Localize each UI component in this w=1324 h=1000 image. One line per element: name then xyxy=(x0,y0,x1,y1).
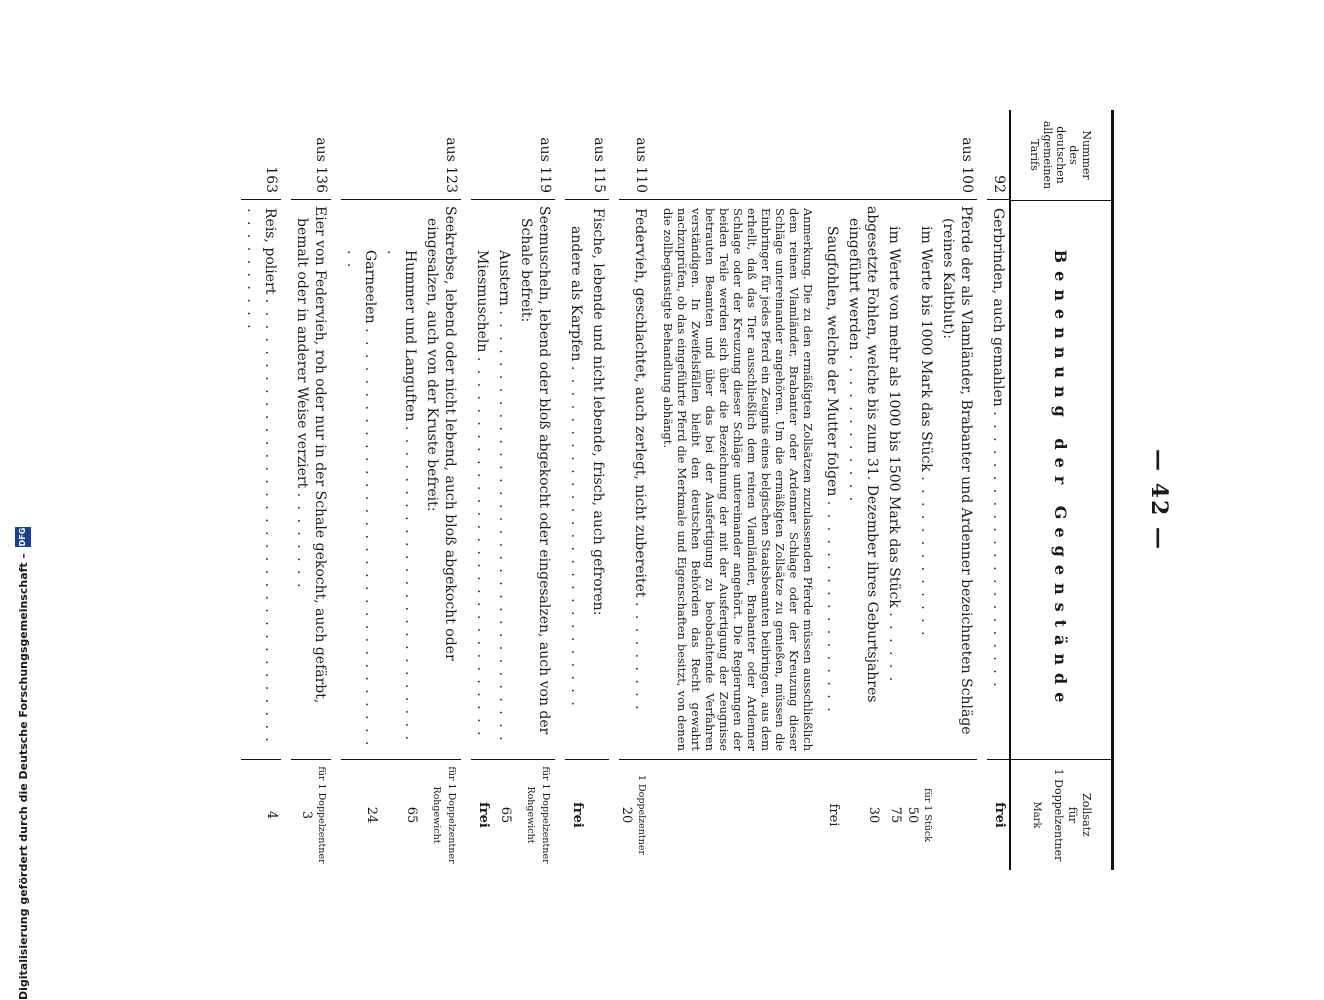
row-duty: 4 xyxy=(264,810,279,820)
row-number: 92 xyxy=(987,110,1009,200)
row-duty: für 1 Doppelzentner 3 xyxy=(299,766,327,864)
row-duty: frei xyxy=(826,803,841,827)
digitization-footer xyxy=(12,10,34,1000)
row-description: Austern . . . . . . . . . . . . . . . . . . . . . . . . . . . . . . . . . . xyxy=(493,200,515,760)
table-row xyxy=(937,110,977,870)
table-row xyxy=(341,110,381,870)
row-description: Seemuscheln, lebend oder bloß abgekocht oder eingesalzen, auch von der Schale befreit: xyxy=(515,200,555,760)
page-number: — 42 — xyxy=(1146,449,1172,551)
table-header xyxy=(1009,110,1111,870)
table-body xyxy=(241,110,1009,870)
row-description: Federvieh, geschlachtet, auch zerlegt, nicht zubereitet . . . . . . . . . xyxy=(619,200,651,760)
row-duty: 24 xyxy=(364,806,379,824)
table-row xyxy=(493,110,515,870)
table-row xyxy=(291,110,331,870)
table-row xyxy=(381,110,421,870)
annotation-note: Anmerkung. Die zu den ermäßigten Zollsätzen zuzulassenden Pferde müssen ausschließlich dem reinen Vlamländer, Brabanter oder Ardenner Schlage oder der Kreuzung dieser Schläge untereinander angehören. Um die ermäßigten Zollsätze zu genießen, müssen die Einbringer für jedes Pferd ein Zeugnis eines belgischen Staatsbeamten beibringen, aus dem erhellt, daß das Tier ausschließlich dem reinen Vlamländer, Brabanter oder Ardenner Schlage oder der Kreuzung dieser Schläge untereinander angehört. Die Regierungen der beiden Teile werden sich über die Bezeichnung der mit der Ausfertigung der Zeugnisse betrauten Beamten und über das bei der Ausfertigung zu beobachtende Verfahren verständigen. In Zweifelsfällen bleibt den deutschen Behörden das Recht gewahrt nachzuprüfen, ob das eingeführte Pferd die Merkmale und Eigenschaften besitzt, von denen die zollbegünstigte Behandlung abhängt. xyxy=(651,200,821,760)
header-duty-label: Zollsatz für 1 Doppelzentner xyxy=(1052,768,1093,862)
header-description: Benennung der Gegenstände xyxy=(1011,201,1111,760)
row-number: aus 110 xyxy=(619,110,651,200)
table-row xyxy=(587,110,609,870)
row-description: Fische, lebende und nicht lebende, frisch, auch gefroren: xyxy=(587,200,609,760)
row-number xyxy=(471,110,493,200)
row-description: Miesmuscheln . . . . . . . . . . . . . . . . . . . . . . . . . . . . . . xyxy=(471,200,493,760)
row-number: 163 xyxy=(241,110,281,200)
header-duty xyxy=(1011,760,1111,870)
row-duty: 65 xyxy=(498,806,513,824)
table-row xyxy=(843,110,883,870)
row-description: im Werte bis 1000 Mark das Stück . . . . . . . . . . . . . xyxy=(905,200,937,760)
table-row xyxy=(241,110,281,870)
table-row xyxy=(515,110,555,870)
table-row xyxy=(987,110,1009,870)
row-description: Eier von Federvieh, roh oder nur in der Schale gekocht, auch gefärbt, bemalt oder in anderer Weise verziert . . . . . . . . xyxy=(291,200,331,760)
row-duty: für 1 Stück 50 xyxy=(905,788,933,842)
row-duty: für 1 Doppelzentner Rohgewicht xyxy=(525,766,551,864)
header-number: Nummer des deutschen allgemeinen Tarifs xyxy=(1011,110,1111,201)
row-description: Saugfohlen, welche der Mutter folgen . . . . . . . . . . . . . . . . . xyxy=(821,200,843,760)
row-number: aus 123 xyxy=(421,110,461,200)
row-description: im Werte von mehr als 1000 bis 1500 Mark das Stück . . . . . . xyxy=(883,200,905,760)
row-number xyxy=(493,110,515,200)
table-row xyxy=(565,110,587,870)
row-number xyxy=(381,110,421,200)
row-duty: für 1 Doppelzentner Rohgewicht xyxy=(431,766,457,864)
row-number: aus 115 xyxy=(587,110,609,200)
row-description: Seekrebse, lebend oder nicht lebend, auch bloß abgekocht oder eingesalzen, auch von der Kruste befreit: xyxy=(421,200,461,760)
document-page xyxy=(124,50,1224,950)
table-row xyxy=(619,110,651,870)
row-description: Pferde der als Vlamländer, Brabanter und Ardenner bezeichneten Schläge (reines Kaltblut): xyxy=(937,200,977,760)
row-duty xyxy=(587,760,609,870)
footer-text: Digitalisierung gefördert durch die Deutsche Forschungsgemeinschaft – xyxy=(16,553,30,1000)
row-description: Reis, poliert . . . . . . . . . . . . . . . . . . . . . . . . . . . . . . . . . . . . . . . . . . . . . xyxy=(241,200,281,760)
top-rule xyxy=(1111,110,1114,870)
row-duty xyxy=(937,760,977,870)
row-duty xyxy=(651,760,821,870)
row-duty: 1 Doppelzentner 20 xyxy=(619,774,647,856)
table-row xyxy=(821,110,843,870)
table-row xyxy=(471,110,493,870)
table-row xyxy=(883,110,905,870)
row-description: Hummer und Languften . . . . . . . . . . . . . . . . . . . . . . . . . . xyxy=(381,200,421,760)
row-number xyxy=(341,110,381,200)
row-description: andere als Karpfen . . . . . . . . . . . . . . . . . . . . . . . . . . . xyxy=(565,200,587,760)
table-row xyxy=(905,110,937,870)
row-number xyxy=(565,110,587,200)
row-duty: 30 xyxy=(866,806,881,824)
row-duty: 65 xyxy=(404,806,419,824)
row-number xyxy=(905,110,937,200)
row-duty: frei xyxy=(992,802,1007,828)
tariff-table xyxy=(241,110,1114,870)
row-description: Garneelen . . . . . . . . . . . . . . . . . . . . . . . . . . . . . . . . . . . xyxy=(341,200,381,760)
table-row-note xyxy=(651,110,821,870)
row-description: abgesetzte Fohlen, welche bis zum 31. Dezember ihres Geburtsjahres eingeführt werden . . . . . . . . . . . . xyxy=(843,200,883,760)
row-description: Gerbrinden, auch gemahlen . . . . . . . . . . . . . . . . . . . . . . xyxy=(987,200,1009,760)
row-duty: frei xyxy=(476,802,491,828)
row-number: aus 119 xyxy=(515,110,555,200)
table-row xyxy=(421,110,461,870)
row-number xyxy=(843,110,883,200)
row-duty: 75 xyxy=(888,806,903,824)
row-duty: frei xyxy=(570,802,585,828)
row-number xyxy=(651,110,821,200)
row-number xyxy=(821,110,843,200)
header-duty-unit: Mark xyxy=(1031,801,1042,829)
row-number: aus 136 xyxy=(291,110,331,200)
dfg-logo-icon: DFG xyxy=(15,527,31,547)
row-number: aus 100 xyxy=(937,110,977,200)
row-number xyxy=(883,110,905,200)
